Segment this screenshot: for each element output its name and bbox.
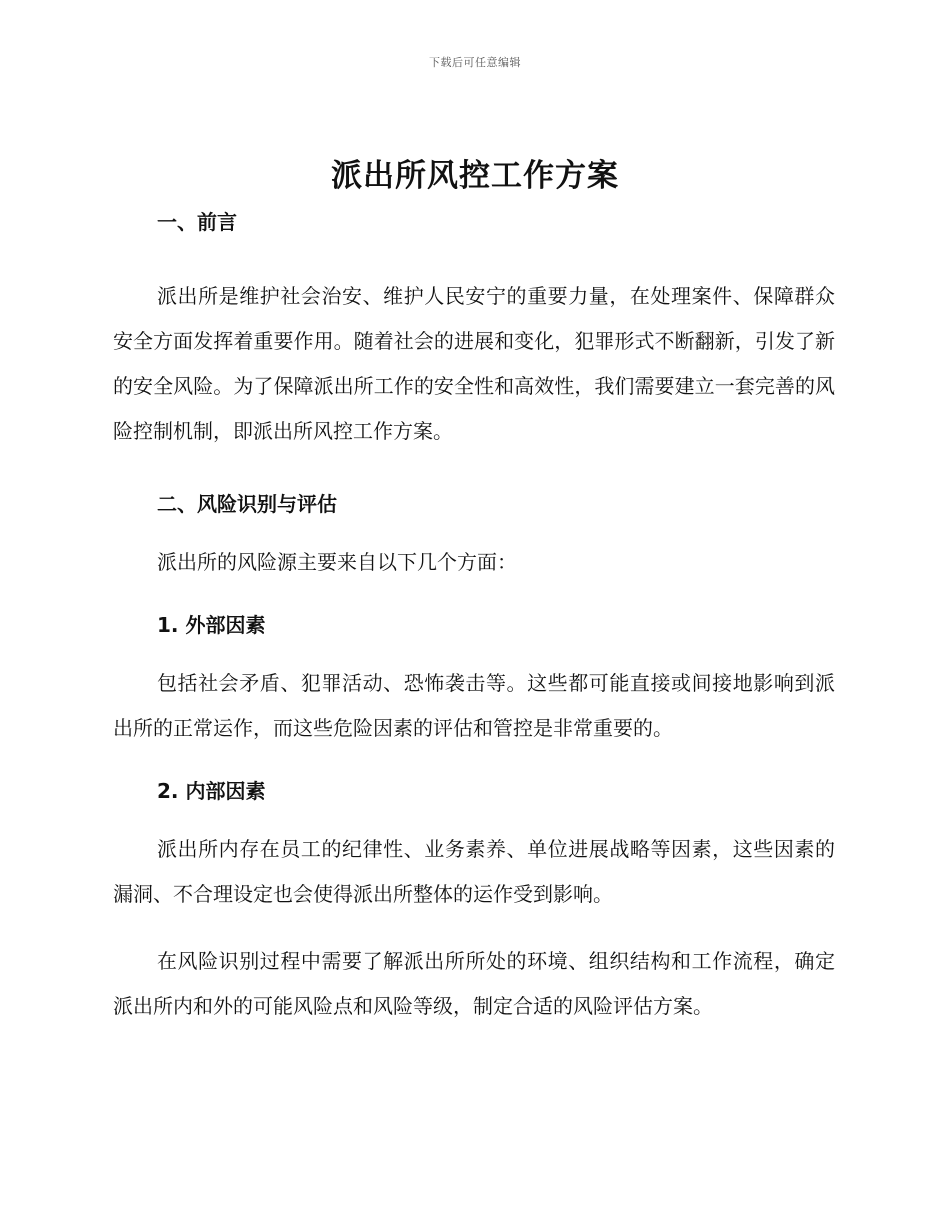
section-heading-preface: 一、前言 — [157, 210, 237, 234]
section-paragraph: 派出所是维护社会治安、维护人民安宁的重要力量，在处理案件、保障群众安全方面发挥着重要作用。随着社会的进展和变化，犯罪形式不断翻新，引发了新的安全风险。为了保障派出所工作的安全性和高效性，我们需要建立一套完善的风险控制机制，即派出所风控工作方案。 — [113, 284, 835, 443]
subsection-heading-external-factors: 1. 外部因素 — [157, 613, 266, 637]
section-paragraph: 派出所的风险源主要来自以下几个方面： — [157, 550, 517, 574]
section-paragraph: 包括社会矛盾、犯罪活动、恐怖袭击等。这些都可能直接或间接地影响到派出所的正常运作，而这些危险因素的评估和管控是非常重要的。 — [113, 671, 835, 740]
document-title: 派出所风控工作方案 — [331, 158, 619, 194]
document-body — [113, 203, 835, 1029]
section-paragraph: 派出所内存在员工的纪律性、业务素养、单位进展战略等因素，这些因素的漏洞、不合理设定也会使得派出所整体的运作受到影响。 — [113, 837, 835, 906]
section-heading-risk-identification: 二、风险识别与评估 — [157, 492, 337, 516]
header-note: 下载后可任意编辑 — [429, 56, 521, 69]
section-paragraph: 在风险识别过程中需要了解派出所所处的环境、组织结构和工作流程，确定派出所内和外的可能风险点和风险等级，制定合适的风险评估方案。 — [113, 949, 835, 1018]
subsection-heading-internal-factors: 2. 内部因素 — [157, 779, 266, 803]
